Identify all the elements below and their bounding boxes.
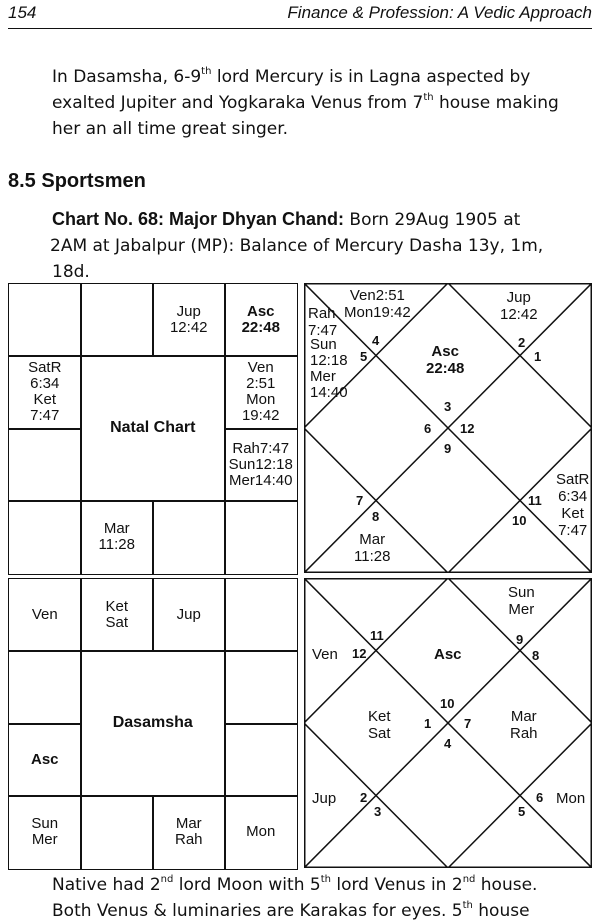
chart-cell-r3c1: Asc	[8, 723, 82, 797]
house-number-5: 5	[518, 804, 526, 819]
chart-cell-r4c1	[8, 500, 82, 575]
sun-mer-text: Sun 12:18 Mer 14:40	[310, 336, 348, 401]
chart-cell-r4c2: Mar 11:28	[80, 500, 154, 575]
house-number-2: 2	[518, 335, 526, 350]
chart-center-label: Dasamsha	[80, 650, 226, 797]
chart-cell-r4c4	[224, 500, 298, 575]
dasamsha-north-lines	[304, 578, 592, 868]
sat-ket-text: SatR 6:34 Ket 7:47	[556, 471, 590, 539]
chart-cell-r1c1: Ven	[8, 578, 82, 652]
chart-cell-r1c3: Jup 12:42	[152, 283, 226, 357]
ven-mon-text: Ven2:51 Mon19:42	[344, 287, 411, 321]
house-number-10: 10	[512, 513, 527, 528]
house-number-6: 6	[424, 421, 432, 436]
rah-text: Rah 7:47	[308, 305, 338, 339]
page-number: 154	[8, 3, 37, 22]
dasamsha-square-chart	[8, 578, 296, 868]
asc-text: Asc	[434, 646, 462, 663]
natal-north-chart	[304, 283, 592, 573]
chart-label: Chart No. 68: Major Dhyan Chand:	[52, 209, 345, 229]
house-number-9: 9	[516, 632, 524, 647]
house-number-9: 9	[444, 441, 452, 456]
natal-north-lines	[304, 283, 592, 573]
house-number-7: 7	[356, 493, 364, 508]
house-number-8: 8	[532, 648, 540, 663]
chart-cell-r4c3: Mar Rah	[152, 795, 226, 870]
chart-cell-r2c4: Ven 2:51 Mon 19:42	[224, 355, 298, 430]
house-number-3: 3	[374, 804, 382, 819]
chart-cell-r1c1	[8, 283, 82, 357]
sun-mer-text: Sun Mer	[508, 584, 535, 618]
chart-cell-r4c4: Mon	[224, 795, 298, 870]
house-number-12: 12	[460, 421, 475, 436]
house-number-10: 10	[440, 696, 455, 711]
chart-cell-r2c4	[224, 650, 298, 725]
running-header	[8, 2, 592, 29]
chart-intro: Chart No. 68: Major Dhyan Chand: Born 29Aug 1905 at 2AM at Jabalpur (MP): Balance of Mercury Dasha 13y, 1m, 18d.	[50, 209, 544, 282]
house-number-4: 4	[444, 736, 452, 751]
section-title: 8.5 Sportsmen	[8, 170, 146, 192]
house-number-2: 2	[360, 790, 368, 805]
mar-text: Mar 11:28	[354, 531, 391, 565]
chart-center-label: Natal Chart	[80, 355, 226, 502]
asc-text: Asc 22:48	[426, 343, 465, 377]
chart-cell-r1c3: Jup	[152, 578, 226, 652]
mon-text: Mon	[556, 790, 586, 807]
chart-cell-r1c4: Asc 22:48	[224, 283, 298, 357]
house-number-3: 3	[444, 399, 452, 414]
running-title: Finance & Profession: A Vedic Approach	[287, 3, 592, 22]
dasamsha-north-chart	[304, 578, 592, 868]
ket-sat-text: Ket Sat	[368, 708, 391, 742]
mar-rah-text: Mar Rah	[510, 708, 538, 742]
outro-paragraph: Native had 2nd lord Moon with 5th lord Venus in 2nd house. Both Venus & luminaries are Karakas for eyes. 5th house	[52, 874, 538, 921]
chart-cell-r4c2	[80, 795, 154, 870]
house-number-6: 6	[536, 790, 544, 805]
house-number-8: 8	[372, 509, 380, 524]
chart-cell-r2c1: SatR 6:34 Ket 7:47	[8, 355, 82, 430]
house-number-5: 5	[360, 349, 368, 364]
chart-cell-r3c4	[224, 723, 298, 797]
chart-cell-r3c4: Rah7:47 Sun12:18 Mer14:40	[224, 428, 298, 502]
house-number-1: 1	[424, 716, 432, 731]
house-number-1: 1	[534, 349, 542, 364]
chart-cell-r3c1	[8, 428, 82, 502]
chart-cell-r1c2: Ket Sat	[80, 578, 154, 652]
house-number-4: 4	[372, 333, 380, 348]
house-number-12: 12	[352, 646, 367, 661]
jup-text: Jup 12:42	[500, 289, 538, 323]
chart-cell-r1c4	[224, 578, 298, 652]
house-number-11: 11	[370, 628, 384, 643]
chart-cell-r2c1	[8, 650, 82, 725]
jup-text: Jup	[312, 790, 337, 807]
ven-text: Ven	[312, 646, 338, 663]
chart-cell-r4c3	[152, 500, 226, 575]
chart-cell-r1c2	[80, 283, 154, 357]
natal-square-chart	[8, 283, 296, 573]
house-number-11: 11	[528, 493, 542, 508]
house-number-7: 7	[464, 716, 472, 731]
chart-cell-r4c1: Sun Mer	[8, 795, 82, 870]
intro-paragraph: In Dasamsha, 6-9th lord Mercury is in Lagna aspected by exalted Jupiter and Yogkaraka Venus from 7th house making her an all time great singer.	[52, 66, 559, 139]
